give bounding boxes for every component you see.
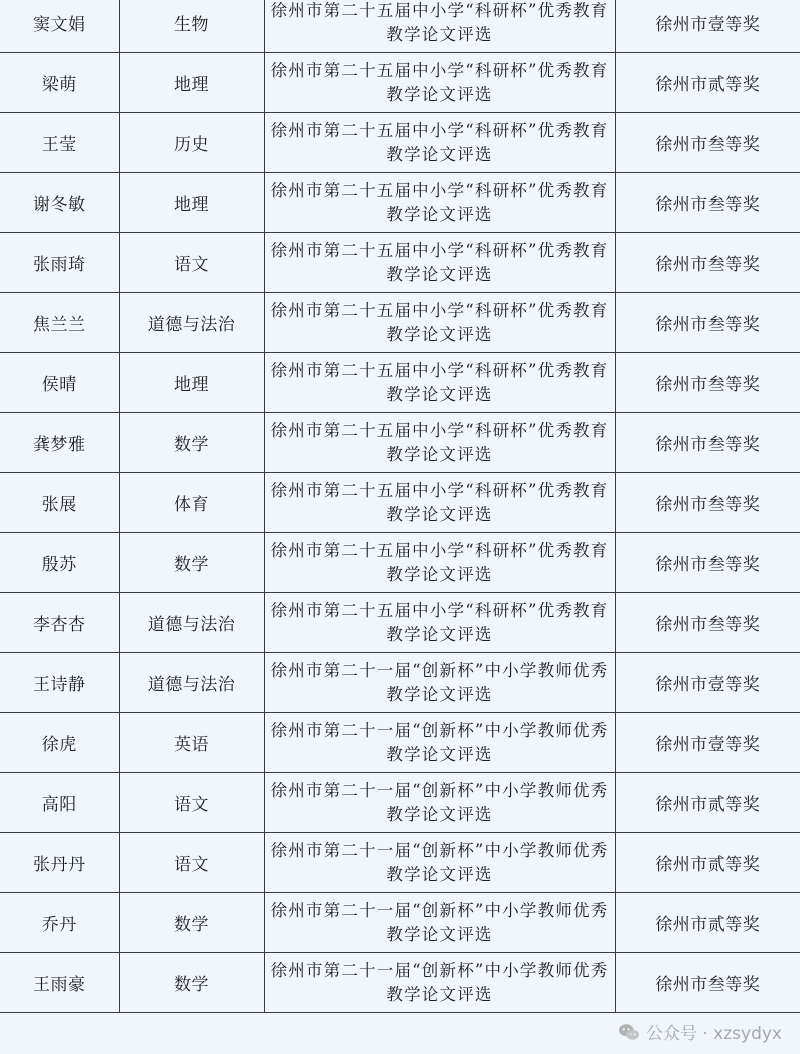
teacher-name-cell: 张丹丹: [0, 833, 119, 893]
subject-cell: 数学: [119, 893, 264, 953]
subject-cell: 数学: [119, 533, 264, 593]
competition-cell: 徐州市第二十五届中小学“科研杯”优秀教育教学论文评选: [264, 533, 615, 593]
award-level-cell: 徐州市贰等奖: [615, 53, 800, 113]
teacher-name-cell: 龚梦雅: [0, 413, 119, 473]
competition-cell: 徐州市第二十五届中小学“科研杯”优秀教育教学论文评选: [264, 293, 615, 353]
subject-cell: 数学: [119, 413, 264, 473]
award-level-cell: 徐州市壹等奖: [615, 0, 800, 53]
subject-cell: 语文: [119, 233, 264, 293]
subject-cell: 道德与法治: [119, 653, 264, 713]
award-level-cell: 徐州市叁等奖: [615, 473, 800, 533]
teacher-name-cell: 张雨琦: [0, 233, 119, 293]
teacher-name-cell: 乔丹: [0, 893, 119, 953]
competition-cell: 徐州市第二十一届“创新杯”中小学教师优秀教学论文评选: [264, 653, 615, 713]
table-row: [0, 533, 800, 593]
subject-cell: 语文: [119, 833, 264, 893]
subject-cell: 数学: [119, 953, 264, 1013]
teacher-name-cell: 高阳: [0, 773, 119, 833]
table-row: [0, 173, 800, 233]
competition-cell: 徐州市第二十一届“创新杯”中小学教师优秀教学论文评选: [264, 893, 615, 953]
competition-cell: 徐州市第二十五届中小学“科研杯”优秀教育教学论文评选: [264, 173, 615, 233]
award-level-cell: 徐州市贰等奖: [615, 833, 800, 893]
subject-cell: 地理: [119, 353, 264, 413]
subject-cell: 语文: [119, 773, 264, 833]
competition-cell: 徐州市第二十五届中小学“科研杯”优秀教育教学论文评选: [264, 0, 615, 53]
award-level-cell: 徐州市叁等奖: [615, 233, 800, 293]
teacher-name-cell: 侯晴: [0, 353, 119, 413]
subject-cell: 体育: [119, 473, 264, 533]
table-row: [0, 293, 800, 353]
award-level-cell: 徐州市叁等奖: [615, 593, 800, 653]
table-row: [0, 833, 800, 893]
table-row: [0, 773, 800, 833]
watermark: [618, 1019, 782, 1044]
teacher-name-cell: 王雨豪: [0, 953, 119, 1013]
teacher-name-cell: 谢冬敏: [0, 173, 119, 233]
table-row: [0, 713, 800, 773]
teacher-name-cell: 窦文娟: [0, 0, 119, 53]
wechat-icon: [618, 1022, 640, 1042]
teacher-name-cell: 梁萌: [0, 53, 119, 113]
award-level-cell: 徐州市叁等奖: [615, 413, 800, 473]
teacher-name-cell: 殷苏: [0, 533, 119, 593]
award-level-cell: 徐州市叁等奖: [615, 353, 800, 413]
teacher-name-cell: 王诗静: [0, 653, 119, 713]
award-level-cell: 徐州市叁等奖: [615, 953, 800, 1013]
subject-cell: 地理: [119, 173, 264, 233]
competition-cell: 徐州市第二十五届中小学“科研杯”优秀教育教学论文评选: [264, 113, 615, 173]
table-row: [0, 473, 800, 533]
competition-cell: 徐州市第二十五届中小学“科研杯”优秀教育教学论文评选: [264, 353, 615, 413]
table-row: [0, 413, 800, 473]
competition-cell: 徐州市第二十五届中小学“科研杯”优秀教育教学论文评选: [264, 233, 615, 293]
watermark-text: 公众号 · xzsydyx: [645, 1024, 782, 1044]
competition-cell: 徐州市第二十一届“创新杯”中小学教师优秀教学论文评选: [264, 713, 615, 773]
table-row: [0, 653, 800, 713]
award-level-cell: 徐州市叁等奖: [615, 533, 800, 593]
table-row: [0, 53, 800, 113]
award-level-cell: 徐州市贰等奖: [615, 893, 800, 953]
competition-cell: 徐州市第二十五届中小学“科研杯”优秀教育教学论文评选: [264, 593, 615, 653]
subject-cell: 道德与法治: [119, 293, 264, 353]
table-row: [0, 953, 800, 1013]
subject-cell: 英语: [119, 713, 264, 773]
competition-cell: 徐州市第二十五届中小学“科研杯”优秀教育教学论文评选: [264, 413, 615, 473]
award-level-cell: 徐州市叁等奖: [615, 113, 800, 173]
competition-cell: 徐州市第二十五届中小学“科研杯”优秀教育教学论文评选: [264, 473, 615, 533]
table-row: [0, 893, 800, 953]
table-row: [0, 113, 800, 173]
teacher-name-cell: 王莹: [0, 113, 119, 173]
competition-cell: 徐州市第二十一届“创新杯”中小学教师优秀教学论文评选: [264, 953, 615, 1013]
competition-cell: 徐州市第二十五届中小学“科研杯”优秀教育教学论文评选: [264, 53, 615, 113]
teacher-name-cell: 徐虎: [0, 713, 119, 773]
table-row: [0, 0, 800, 53]
teacher-name-cell: 张展: [0, 473, 119, 533]
subject-cell: 地理: [119, 53, 264, 113]
teacher-name-cell: 焦兰兰: [0, 293, 119, 353]
subject-cell: 生物: [119, 0, 264, 53]
table-row: [0, 353, 800, 413]
competition-cell: 徐州市第二十一届“创新杯”中小学教师优秀教学论文评选: [264, 773, 615, 833]
award-level-cell: 徐州市壹等奖: [615, 653, 800, 713]
teacher-name-cell: 李杏杏: [0, 593, 119, 653]
subject-cell: 道德与法治: [119, 593, 264, 653]
award-level-cell: 徐州市贰等奖: [615, 773, 800, 833]
competition-cell: 徐州市第二十一届“创新杯”中小学教师优秀教学论文评选: [264, 833, 615, 893]
subject-cell: 历史: [119, 113, 264, 173]
award-level-cell: 徐州市壹等奖: [615, 713, 800, 773]
table-row: [0, 593, 800, 653]
award-level-cell: 徐州市叁等奖: [615, 293, 800, 353]
table-row: [0, 233, 800, 293]
award-level-cell: 徐州市叁等奖: [615, 173, 800, 233]
